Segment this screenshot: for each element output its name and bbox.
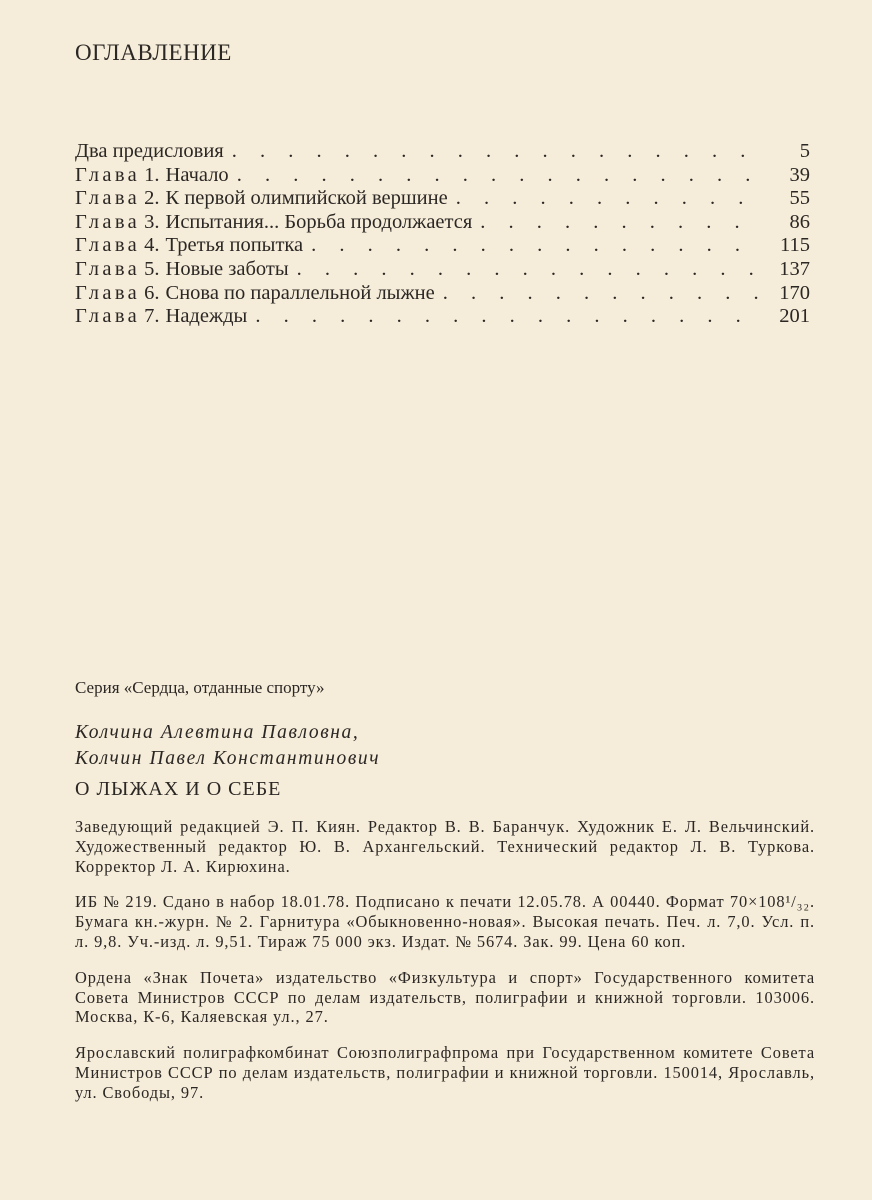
toc-entry-title: Два предисловия <box>75 140 224 162</box>
author-name: Колчина Алевтина Павловна, <box>75 722 360 743</box>
toc-chapter-word: Глава <box>75 305 141 328</box>
toc-entry <box>75 187 810 211</box>
series-line: Серия «Сердца, отданные спорту» <box>75 678 325 697</box>
toc-entry-page: 115 <box>780 234 810 257</box>
toc-chapter-word: Глава <box>75 210 141 233</box>
toc-chapter-word: Глава <box>75 281 141 304</box>
toc-leader-dots <box>311 234 762 258</box>
book-title: О ЛЫЖАХ И О СЕБЕ <box>75 778 282 800</box>
toc-entry-page: 170 <box>779 281 810 304</box>
toc-entry-page: 55 <box>789 187 810 210</box>
toc-chapter-word: Глава <box>75 234 141 257</box>
toc-entry <box>75 211 810 235</box>
toc-leader-dots <box>443 282 762 306</box>
toc-leader-dots <box>255 305 762 329</box>
toc-entry-title: Надежды <box>165 305 248 328</box>
toc-chapter-number: 4. <box>144 234 160 257</box>
toc-entry <box>75 234 810 258</box>
editors-paragraph: Заведующий редакцией Э. П. Киян. Редактор В. В. Баранчук. Художник Е. Л. Вельчинский. Художественный редактор Ю. В. Архангельский. Технический редактор Л. В. Туркова. Корректор Л. А. Кирюхина. <box>75 817 815 876</box>
toc-chapter-number: 5. <box>144 257 160 280</box>
toc-chapter-word: Глава <box>75 163 141 186</box>
toc-entry-title: Новые заботы <box>165 257 289 280</box>
toc-leader-dots <box>297 258 762 282</box>
toc-entry-title: Испытания... Борьба продолжается <box>165 210 473 233</box>
imprint-section <box>75 678 815 1119</box>
toc-entry <box>75 164 810 188</box>
publisher-paragraph: Ордена «Знак Почета» издательство «Физкультура и спорт» Государственного комитета Совета Министров СССР по делам издательств, полиграфии и книжной торговли. 103006. Москва, К-6, Каляевская ул., 27. <box>75 967 815 1027</box>
toc-chapter-number: 1. <box>144 163 160 186</box>
toc-leader-dots <box>232 140 762 164</box>
printer-paragraph: Ярославский полиграфкомбинат Союзполиграфпрома при Государственном комитете Совета Министров СССР по делам издательств, полиграфии и книжной торговли. 150014, Ярославль, ул. Свободы, 97. <box>75 1043 815 1102</box>
table-of-contents <box>75 140 810 329</box>
toc-entry-title: Начало <box>165 163 229 186</box>
toc-leader-dots <box>480 211 762 235</box>
toc-entry-page: 201 <box>779 305 810 328</box>
toc-chapter-number: 3. <box>144 210 160 233</box>
toc-leader-dots <box>456 187 762 211</box>
toc-leader-dots <box>237 164 762 188</box>
toc-entry <box>75 140 810 164</box>
toc-entry-page: 86 <box>789 210 810 233</box>
toc-heading: ОГЛАВЛЕНИЕ <box>75 40 232 65</box>
toc-entry-title: К первой олимпийской вершине <box>165 187 448 210</box>
toc-entry-title: Снова по параллельной лыжне <box>165 281 435 304</box>
toc-entry-title: Третья попытка <box>165 234 304 257</box>
author-name: Колчин Павел Константинович <box>75 748 381 769</box>
toc-chapter-word: Глава <box>75 257 141 280</box>
publishing-info-paragraph: ИБ № 219. Сдано в набор 18.01.78. Подписано к печати 12.05.78. А 00440. Формат 70×108¹/₃₂. Бумага кн.-журн. № 2. Гарнитура «Обыкновенно-новая». Высокая печать. Печ. л. 7,0. Усл. п. л. 9,8. Уч.-изд. л. 9,51. Тираж 75 000 экз. Издат. № 5674. Зак. 99. Цена 60 коп. <box>75 892 815 951</box>
toc-chapter-word: Глава <box>75 187 141 210</box>
toc-chapter-number: 6. <box>144 281 160 304</box>
toc-chapter-number: 2. <box>144 187 160 210</box>
toc-entry <box>75 282 810 306</box>
toc-entry <box>75 258 810 282</box>
toc-chapter-number: 7. <box>144 305 160 328</box>
toc-entry-page: 5 <box>799 140 810 162</box>
toc-entry <box>75 305 810 329</box>
toc-entry-page: 137 <box>779 257 810 280</box>
toc-entry-page: 39 <box>789 163 810 186</box>
